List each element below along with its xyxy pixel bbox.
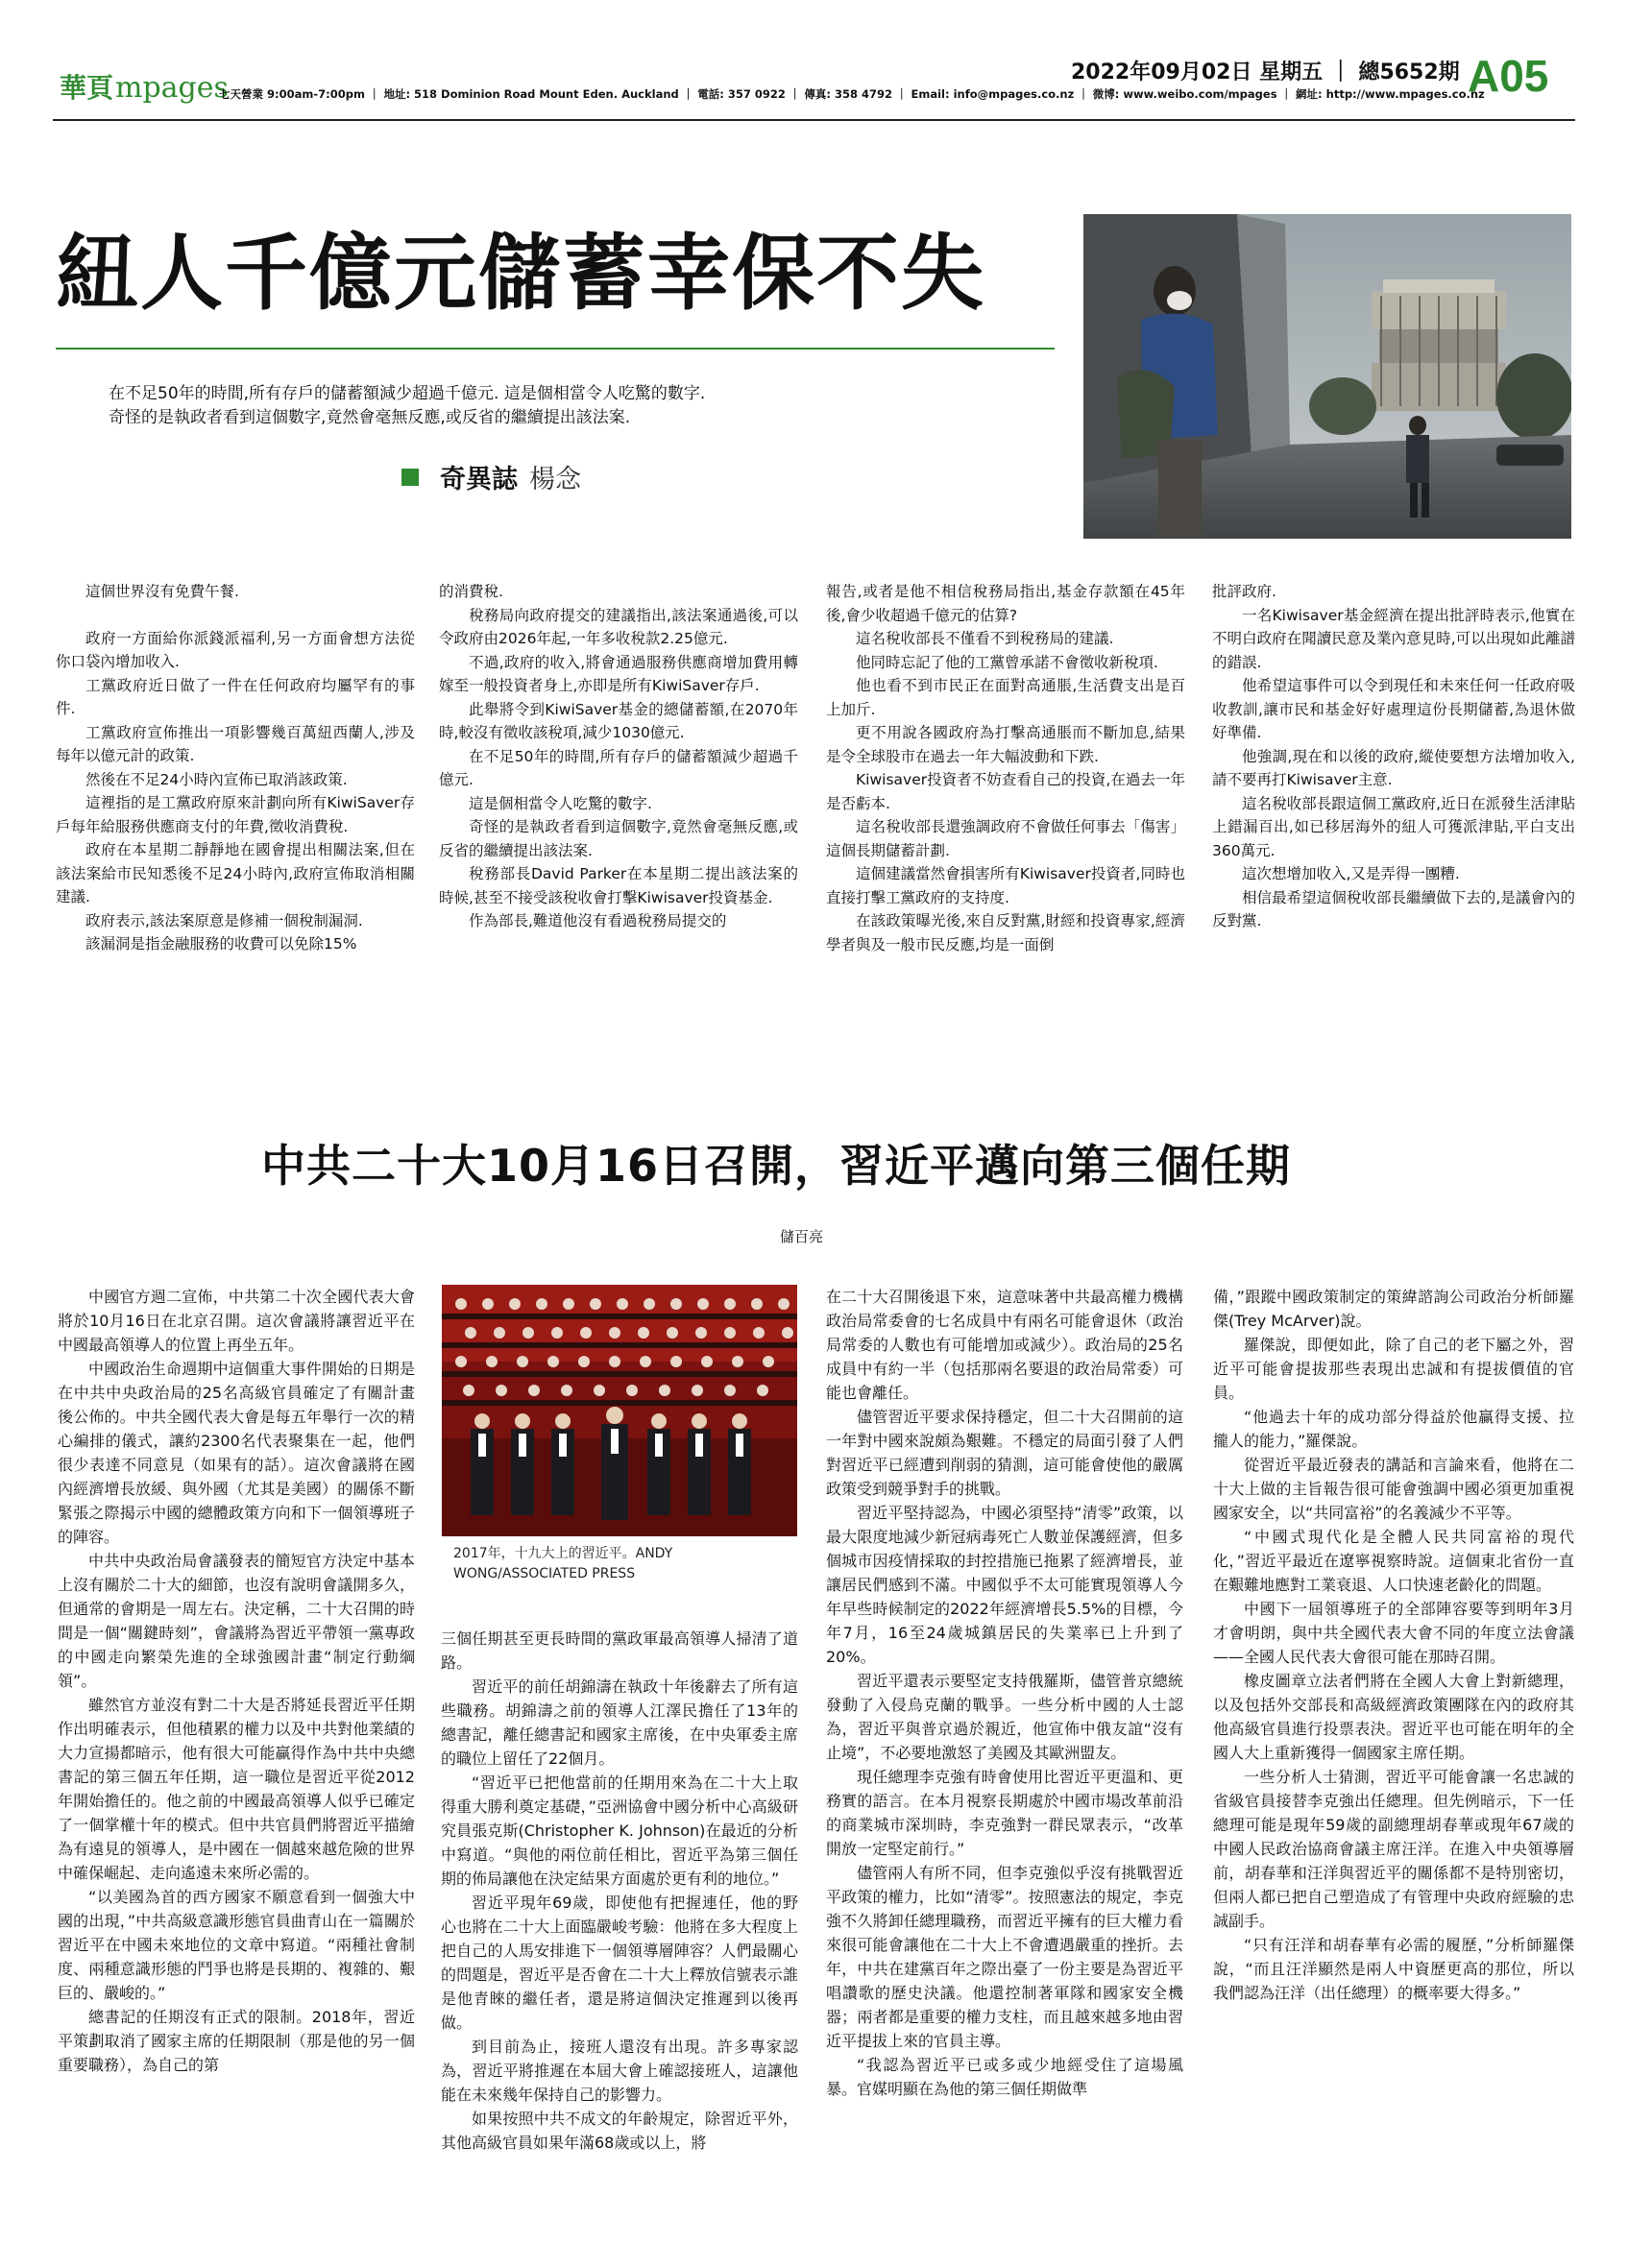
paragraph: 在該政策曝光後,來自反對黨,財經和投資專家,經濟學者與及一般市民反應,均是一面倒 — [826, 912, 1185, 953]
parliament-beehive-photo — [1083, 214, 1571, 539]
paragraph: 然後在不足24小時內宣佈已取消該政策. — [85, 770, 348, 788]
column-name: 奇異誌 — [440, 465, 518, 495]
paragraph: 中共中央政治局會議發表的簡短官方決定中基本上沒有關於二十大的細節，也沒有說明會議開多久，但通常的會期是一周左右。決定稱，二十大召開的時間是一個“關鍵時刻”，會議將為習近平帶領一黨專政的中國走向繁榮先進的全球強國計畫“制定行動綱領”。 — [58, 1552, 415, 1690]
paragraph: 稅務部長David Parker在本星期二提出該法案的時候,甚至不接受該稅收會打擊Kiwisaver投資基金. — [439, 865, 798, 906]
article1-column-3 — [826, 580, 1185, 956]
paragraph: 這個世界沒有免費午餐. — [85, 583, 239, 600]
paragraph: 稅務局向政府提交的建議指出,該法案通過後,可以令政府由2026年起,一年多收稅款2.25億元. — [439, 606, 798, 647]
paragraph: 這名稅收部長跟這個工黨政府,近日在派發生活津貼上錯漏百出,如已移居海外的紐人可獲派津貼,平白支出360萬元. — [1212, 794, 1575, 859]
paragraph: 的消費稅. — [439, 583, 503, 600]
article2-byline: 儲百亮 — [780, 1228, 824, 1245]
paragraph: 他也看不到市民正在面對高通脹,生活費支出是百上加斤. — [826, 677, 1185, 718]
paragraph: 習近平堅持認為，中國必須堅持“清零”政策，以最大限度地減少新冠病毒死亡人數並保護經濟，但多個城市因疫情採取的封控措施已拖累了經濟增長，並讓居民們感到不滿。中國似乎不太可能實現領導人今年早些時候制定的2022年經濟增長5.5%的目標，今年7月，16至24歲城鎮居民的失業率已上升到了20%。 — [826, 1504, 1183, 1666]
issue-date: 2022年09月02日 星期五 ｜ 總5652期 — [1071, 60, 1460, 84]
paragraph: 橡皮圖章立法者們將在全國人大會上對新總理，以及包括外交部長和高級經濟政策團隊在內的政府其他高級官員進行投票表決。習近平也可能在明年的全國人大上重新獲得一個國家主席任期。 — [1213, 1672, 1574, 1762]
paragraph: 報告,或者是他不相信稅務局指出,基金存款額在45年後,會少收超過千億元的估算? — [826, 583, 1185, 624]
masthead-contact-info: 七天營業 9:00am-7:00pm ｜ 地址: 518 Dominion Road Mount Eden. Auckland ｜ 電話: 357 0922 ｜ 傳真: 358 4792 ｜ Email: info@mpages.co.nz ｜ 微博: www.weibo.com/mpages ｜ 網址: http://www.mpages.co.nz — [219, 87, 1485, 101]
article1-standfirst-line: 奇怪的是執政者看到這個數字,竟然會毫無反應,或反省的繼續提出該法案. — [109, 408, 631, 427]
paragraph: 他希望這事件可以令到現任和未來任何一任政府吸收教訓,讓市民和基金好好處理這份長期儲蓄,為退休做好準備. — [1212, 677, 1575, 741]
paragraph: “只有汪洋和胡春華有必需的履歷，”分析師羅傑說，“而且汪洋顯然是兩人中資歷更高的那位，所以我們認為汪洋（出任總理）的概率要大得多。” — [1213, 1936, 1574, 2002]
paragraph: 中國官方週二宣佈，中共第二十次全國代表大會將於10月16日在北京召開。這次會議將讓習近平在中國最高領導人的位置上再坐五年。 — [58, 1288, 415, 1354]
paragraph: “我認為習近平已或多或少地經受住了這場風暴。官媒明顯在為他的第三個任期做準 — [826, 2056, 1183, 2098]
paragraph: 政府一方面給你派錢派福利,另一方面會想方法從你口袋內增加收入. — [56, 629, 415, 670]
paragraph: 儘管兩人有所不同，但李克強似乎沒有挑戰習近平政策的權力，比如“清零”。按照憲法的規定，李克強不久將卸任總理職務，而習近平擁有的巨大權力看來很可能會讓他在二十大上不會遭遇嚴重的挫折。去年，中共在建黨百年之際出臺了一份主要是為習近平唱讚歌的歷史決議。他還控制著軍隊和國家安全機器；兩者都是重要的權力支柱，而且越來越多地由習近平提拔上來的官員主導。 — [826, 1864, 1183, 2050]
paragraph: 一些分析人士猜測，習近平可能會讓一名忠誠的省級官員接替李克強出任總理。但先例暗示，下一任總理可能是現年59歲的副總理胡春華或現年67歲的中國人民政治協商會議主席汪洋。在進入中央領導層前，胡春華和汪洋與習近平的關係都不是特別密切，但兩人都已把自己塑造成了有管理中央政府經驗的忠誠副手。 — [1213, 1768, 1574, 1930]
paragraph: 如果按照中共不成文的年齡規定，除習近平外，其他高級官員如果年滿68歲或以上，將 — [441, 2110, 798, 2152]
paragraph: 他強調,現在和以後的政府,縱使要想方法增加收入,請不要再打Kiwisaver主意. — [1212, 747, 1575, 788]
paragraph: 習近平的前任胡錦濤在執政十年後辭去了所有這些職務。胡錦濤之前的領導人江澤民擔任了13年的總書記，離任總書記和國家主席後，在中央軍委主席的職位上留任了22個月。 — [441, 1677, 798, 1768]
paragraph: “習近平已把他當前的任期用來為在二十大上取得重大勝利奠定基礎，”亞洲協會中國分析中心高級研究員張克斯(Christopher K. Johnson)在最近的分析中寫道。“與他的兩位前任相比，習近平為第三個任期的佈局讓他在決定結果方面處於更有利的地位。” — [441, 1773, 798, 1888]
paragraph: 習近平現年69歲，即使他有把握連任，他的野心也將在二十大上面臨嚴峻考驗：他將在多大程度上把自己的人馬安排進下一個領導層陣容？人們最關心的問題是，習近平是否會在二十大上釋放信號表示誰是他青睞的繼任者，還是將這個決定推遲到以後再做。 — [441, 1894, 798, 2032]
paragraph: 這裡指的是工黨政府原來計劃向所有KiwiSaver存戶每年給服務供應商支付的年費,徵收消費稅. — [56, 794, 415, 835]
article2-photo-caption: 2017年，十九大上的習近平。ANDY WONG/ASSOCIATED PRESS — [453, 1546, 673, 1581]
paragraph: 這個建議當然會損害所有Kiwisaver投資者,同時也直接打擊工黨政府的支持度. — [826, 865, 1185, 906]
paragraph: 羅傑說，即便如此，除了自己的老下屬之外，習近平可能會提拔那些表現出忠誠和有提拔價值的官員。 — [1213, 1336, 1574, 1402]
paragraph: 在不足50年的時間,所有存戶的儲蓄額減少超過千億元. — [439, 747, 798, 788]
paragraph: Kiwisaver投資者不妨查看自己的投資,在過去一年是否虧本. — [826, 771, 1185, 812]
logo-chinese: 華頁 — [60, 72, 114, 104]
mpages-logo — [60, 67, 229, 106]
paragraph: 不過,政府的收入,將會通過服務供應商增加費用轉嫁至一般投資者身上,亦即是所有KiwiSaver存戶. — [439, 653, 798, 694]
article2-headline: 中共二十大10月16日召開，習近平邁向第三個任期 — [261, 1140, 1292, 1192]
article2-column-4 — [1213, 1285, 1574, 2005]
article1-column-2 — [439, 580, 798, 933]
paragraph: 他同時忘記了他的工黨曾承諾不會徵收新稅項. — [856, 653, 1158, 671]
article1-headline-rule — [56, 348, 1055, 350]
article1-headline: 紐人千億元儲蓄幸保不失 — [56, 226, 985, 322]
article2-column-1 — [58, 1285, 415, 2077]
paragraph: 作為部長,難道他沒有看過稅務局提交的 — [469, 912, 727, 929]
paragraph: 該漏洞是指金融服務的收費可以免除15% — [85, 935, 357, 953]
article1-column-4 — [1212, 580, 1575, 933]
paragraph: 從習近平最近發表的講話和言論來看，他將在二十大上做的主旨報告很可能會強調中國必須更加重視國家安全，以“共同富裕”的名義減少不平等。 — [1213, 1456, 1574, 1522]
paragraph: 工黨政府近日做了一件在任何政府均屬罕有的事件. — [56, 676, 415, 717]
logo-english: mpages — [115, 71, 229, 105]
paragraph: 政府在本星期二靜靜地在國會提出相關法案,但在該法案給市民知悉後不足24小時內,政府宣佈取消相關建議. — [56, 841, 415, 905]
paragraph: 奇怪的是執政者看到這個數字,竟然會毫無反應,或反省的繼續提出該法案. — [439, 818, 798, 859]
article2-photo-party-congress — [442, 1285, 797, 1536]
article2-column-2 — [441, 1627, 798, 2155]
paragraph: 工黨政府宣佈推出一項影響幾百萬紐西蘭人,涉及每年以億元計的政策. — [56, 723, 415, 764]
paragraph: “他過去十年的成功部分得益於他贏得支援、拉攏人的能力，”羅傑說。 — [1213, 1408, 1574, 1450]
article1-standfirst — [109, 382, 1021, 430]
article1-standfirst-line: 在不足50年的時間,所有存戶的儲蓄額減少超過千億元. 這是個相當令人吃驚的數字. — [109, 384, 706, 403]
paragraph: 中國下一屆領導班子的全部陣容要等到明年3月才會明朗，與中共全國代表大會不同的年度立法會議——全國人民代表大會很可能在那時召開。 — [1213, 1600, 1574, 1666]
article1-byline — [401, 458, 581, 495]
author-name: 楊念 — [529, 465, 581, 495]
paragraph: 習近平還表示要堅定支持俄羅斯，儘管普京總統發動了入侵烏克蘭的戰爭。一些分析中國的人士認為，習近平與普京過於親近，他宣佈中俄友誼“沒有止境”，不必要地激怒了美國及其歐洲盟友。 — [826, 1672, 1183, 1762]
paragraph: 政府表示,該法案原意是修補一個稅制漏洞. — [85, 911, 363, 929]
paragraph: 相信最希望這個稅收部長繼續做下去的,是議會內的反對黨. — [1212, 888, 1575, 929]
paragraph: “以美國為首的西方國家不願意看到一個強大中國的出現，”中共高級意識形態官員曲青山在一篇關於習近平在中國未來地位的文章中寫道。“兩種社會制度、兩種意識形態的鬥爭也將是長期的、複雜的、艱巨的、嚴峻的。” — [58, 1888, 415, 2002]
paragraph: 儘管習近平要求保持穩定，但二十大召開前的這一年對中國來說頗為艱難。不穩定的局面引發了人們對習近平已經遭到削弱的猜測，這可能會使他的嚴厲政策受到競爭對手的挑戰。 — [826, 1408, 1183, 1498]
article2-column-3 — [826, 1285, 1183, 2101]
paragraph: 批評政府. — [1212, 583, 1276, 600]
paragraph: 這是個相當令人吃驚的數字. — [469, 794, 652, 812]
paragraph: 這名稅收部長還強調政府不會做任何事去「傷害」這個長期儲蓄計劃. — [826, 818, 1185, 859]
paragraph: 這名稅收部長不僅看不到稅務局的建議. — [856, 630, 1114, 647]
byline-square-icon — [401, 469, 419, 486]
paragraph: 現任總理李克強有時會使用比習近平更溫和、更務實的語言。在本月視察長期處於中國市場改革前沿的商業城市深圳時，李克強對一群民眾表示，“改革開放一定堅定前行。” — [826, 1768, 1183, 1858]
page-number: A05 — [1468, 51, 1549, 101]
paragraph: 更不用說各國政府為打擊高通脹而不斷加息,結果是令全球股市在過去一年大幅波動和下跌. — [826, 724, 1185, 765]
paragraph: 一名Kiwisaver基金經濟在提出批評時表示,他實在不明白政府在聞讀民意及業內意見時,可以出現如此離譜的錯誤. — [1212, 606, 1575, 671]
paragraph: 這次想增加收入,又是弄得一團糟. — [1242, 865, 1460, 882]
paragraph: 到目前為止，接班人還沒有出現。許多專家認為，習近平將推遲在本屆大會上確認接班人，這讓他能在未來幾年保持自己的影響力。 — [441, 2038, 798, 2104]
paragraph: 備，”跟蹤中國政策制定的策緯諮詢公司政治分析師羅傑(Trey McArver)說。 — [1213, 1288, 1574, 1330]
article1-photo-parliament — [1083, 214, 1571, 539]
paragraph: “中國式現代化是全體人民共同富裕的現代化，”習近平最近在遼寧視察時說。這個東北省份一直在艱難地應對工業衰退、人口快速老齡化的問題。 — [1213, 1528, 1574, 1594]
paragraph: 中國政治生命週期中這個重大事件開始的日期是在中共中央政治局的25名高級官員確定了有關計畫後公佈的。中共全國代表大會是每五年舉行一次的精心編排的儀式，讓約2300名代表聚集在一起，他們很少表達不同意見（如果有的話）。這次會議將在國內經濟增長放緩、與外國（尤其是美國）的關係不斷緊張之際揭示中國的總體政策方向和下一個領導班子的陣容。 — [58, 1360, 415, 1546]
paragraph: 此舉將令到KiwiSaver基金的總儲蓄額,在2070年時,較沒有徵收該稅項,減少1030億元. — [439, 700, 798, 741]
masthead-divider — [53, 119, 1575, 121]
paragraph: 三個任期甚至更長時間的黨政軍最高領導人掃清了道路。 — [441, 1629, 798, 1672]
paragraph: 總書記的任期沒有正式的限制。2018年，習近平策劃取消了國家主席的任期限制（那是他的另一個重要職務），為自己的第 — [58, 2008, 415, 2074]
paragraph: 雖然官方並沒有對二十大是否將延長習近平任期作出明確表示，但他積累的權力以及中共對他業績的大力宣揚都暗示，他有很大可能贏得作為中共中央總書記的第三個五年任期，這一職位是習近平從2012年開始擔任的。他之前的中國最高領導人似乎已確定了一個掌權十年的模式。但中共官員們將習近平描繪為有遠見的領導人，是中國在一個越來越危險的世界中確保崛起、走向遙遠未來所必需的。 — [58, 1696, 415, 1882]
party-congress-photo — [442, 1285, 797, 1536]
article1-column-1 — [56, 580, 415, 956]
paragraph: 在二十大召開後退下來，這意味著中共最高權力機構政治局常委會的七名成員中有兩名可能會退休（政治局常委的人數也有可能增加或減少）。政治局的25名成員中有約一半（包括那兩名要退的政治局常委）可能也會離任。 — [826, 1288, 1183, 1402]
